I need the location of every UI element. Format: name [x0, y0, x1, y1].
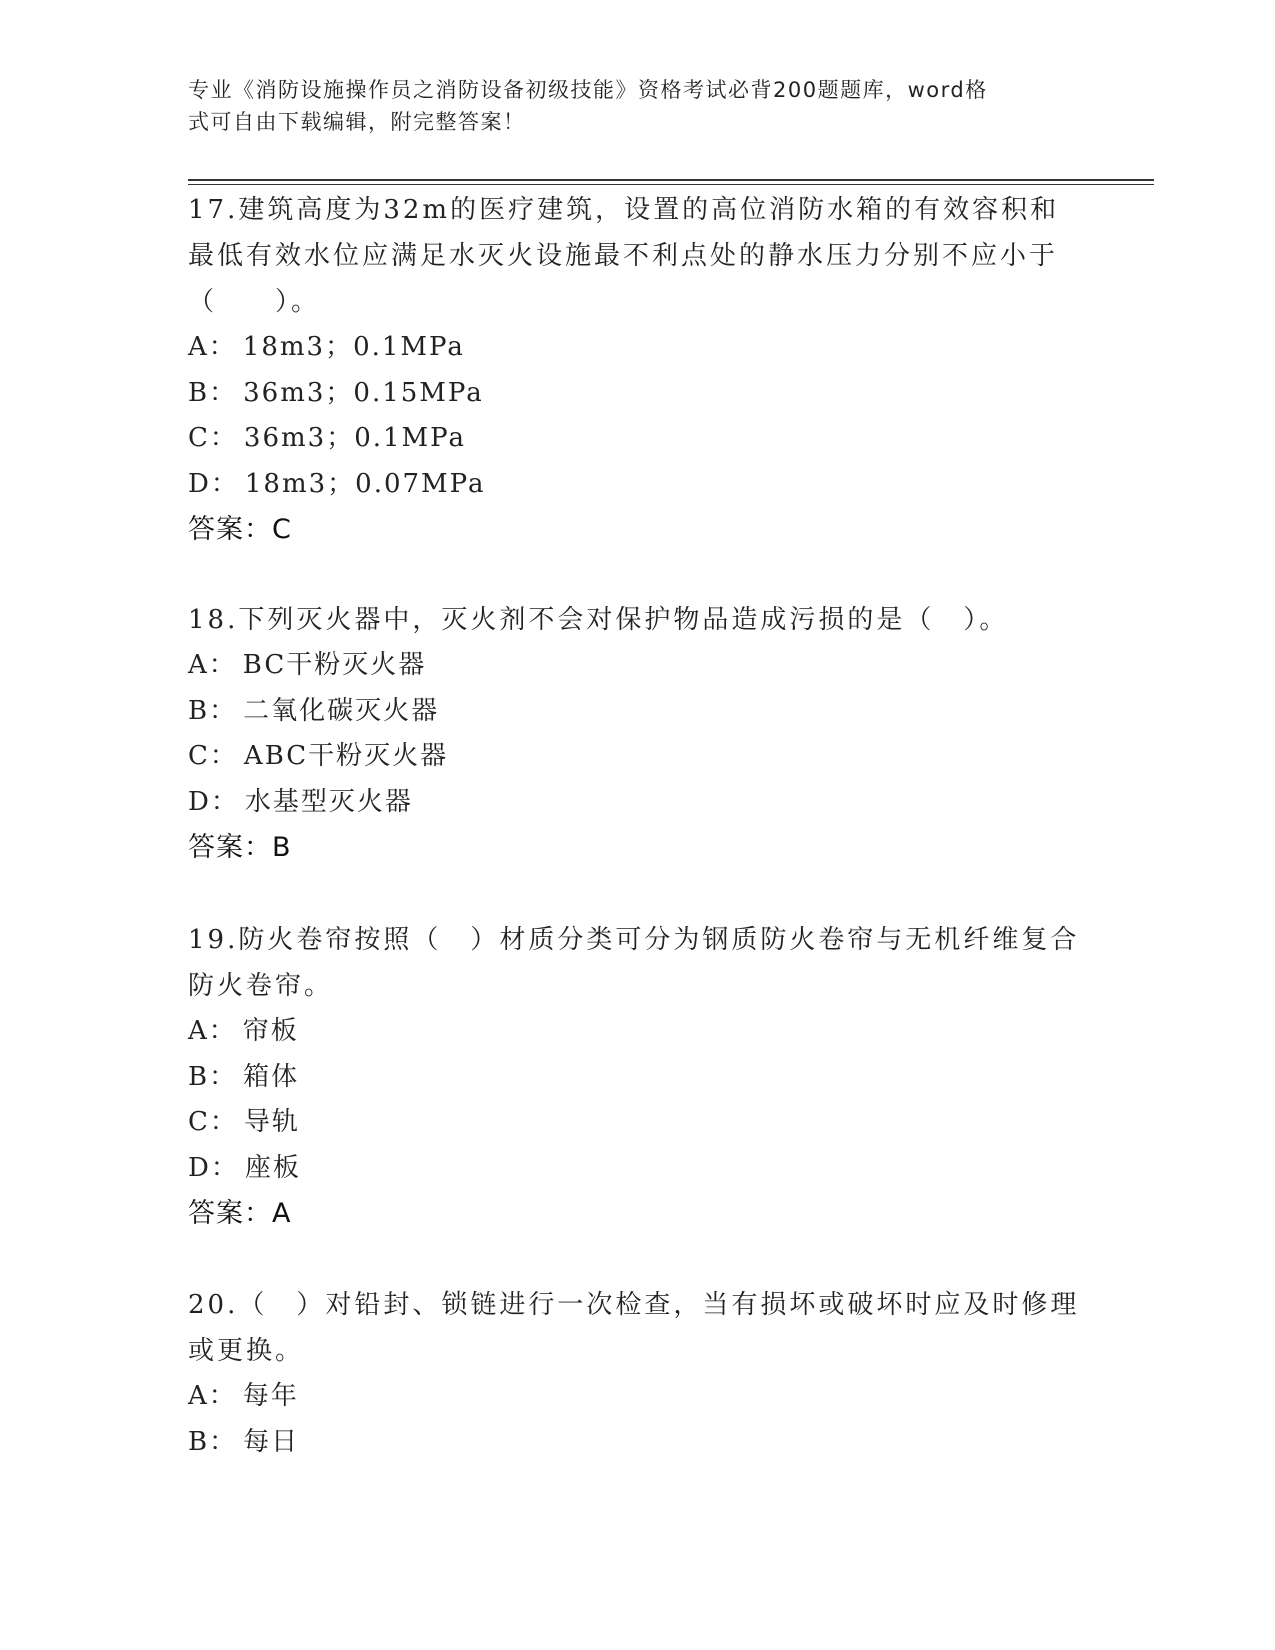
- question-19: [188, 917, 1088, 1237]
- option-a: A： BC干粉灭火器: [188, 650, 427, 680]
- option-d: D： 座板: [188, 1152, 301, 1183]
- answer-value: B: [272, 832, 292, 863]
- document-header: [188, 74, 1078, 138]
- question-stem: 18.下列灭火器中，灭火剂不会对保护物品造成污损的是（ ）。: [188, 605, 1009, 635]
- option-a: A： 每年: [188, 1381, 299, 1411]
- answer-line: 答案：C: [188, 514, 292, 545]
- answer-value: A: [272, 1198, 292, 1229]
- question-20: [188, 1282, 1088, 1465]
- question-18: [188, 597, 1088, 871]
- question-stem: 19.防火卷帘按照（ ）材质分类可分为钢质防火卷帘与无机纤维复合防火卷帘。: [188, 925, 1080, 1001]
- option-c: C： 36m3；0.1MPa: [188, 423, 467, 453]
- option-b: B： 箱体: [188, 1061, 300, 1092]
- question-stem: 17.建筑高度为32m的医疗建筑，设置的高位消防水箱的有效容积和最低有效水位应满足水灭火设施最不利点处的静水压力分别不应小于（ ）。: [188, 195, 1060, 317]
- question-17: [188, 187, 1088, 553]
- header-divider-thick: [188, 179, 1154, 181]
- option-c: C： ABC干粉灭火器: [188, 741, 449, 771]
- header-divider-thin: [188, 184, 1154, 185]
- question-stem: 20.（ ）对铅封、锁链进行一次检查，当有损坏或破坏时应及时修理或更换。: [188, 1290, 1080, 1366]
- answer-line: 答案：A: [188, 1198, 292, 1229]
- option-c: C： 导轨: [188, 1107, 300, 1137]
- answer-line: 答案：B: [188, 832, 292, 863]
- header-line-1: 专业《消防设施操作员之消防设备初级技能》资格考试必背200题题库，word格: [188, 78, 988, 102]
- option-b: B： 36m3；0.15MPa: [188, 377, 484, 408]
- header-line-2: 式可自由下载编辑，附完整答案！: [188, 110, 526, 134]
- option-d: D： 水基型灭火器: [188, 786, 413, 817]
- option-a: A： 帘板: [188, 1016, 299, 1046]
- option-d: D： 18m3；0.07MPa: [188, 468, 486, 499]
- option-a: A： 18m3；0.1MPa: [188, 332, 465, 362]
- answer-value: C: [272, 514, 292, 545]
- option-b: B： 每日: [188, 1426, 300, 1457]
- option-b: B： 二氧化碳灭火器: [188, 695, 440, 726]
